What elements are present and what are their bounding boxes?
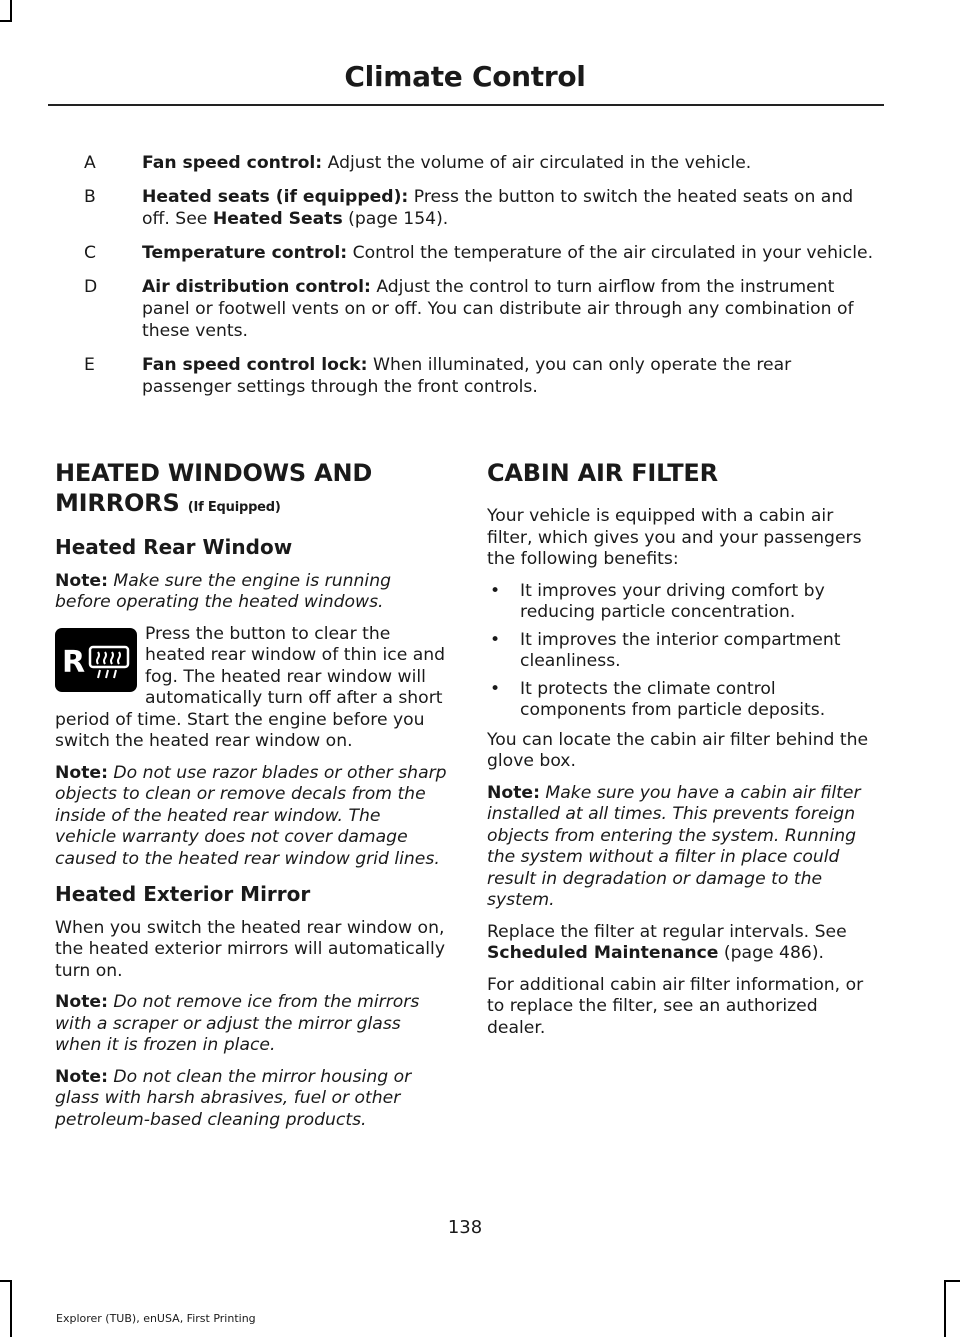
section-heading: CABIN AIR FILTER xyxy=(487,459,718,487)
section-heading: HEATED WINDOWS AND xyxy=(55,459,373,487)
list-item: • It improves the interior compartment cleanliness. xyxy=(490,629,841,671)
legend-item-b: B Heated seats (if equipped): Press the button to switch the heated seats on and off. See Heated Seats (page 154). xyxy=(84,187,854,229)
legend-item-d: D Air distribution control: Adjust the control to turn airflow from the instrument panel or footwell vents on or off. You can distribute air through any combination of these vents. xyxy=(84,277,854,341)
crop-mark xyxy=(0,20,12,22)
crop-mark xyxy=(10,0,12,22)
crop-mark xyxy=(10,1280,12,1337)
crop-mark xyxy=(944,1280,946,1337)
note: Note: Make sure the engine is running before operating the heated windows. xyxy=(55,570,391,612)
paragraph: Your vehicle is equipped with a cabin air filter, which gives you and your passengers the following benefits: xyxy=(487,506,862,569)
control-legend xyxy=(84,152,880,410)
right-column xyxy=(487,458,881,1049)
left-column xyxy=(55,458,447,1141)
paragraph: Replace the filter at regular intervals. See Scheduled Maintenance (page 486). xyxy=(487,921,847,963)
note: Note: Do not use razor blades or other sharp objects to clean or remove decals from the inside of the heated rear window. The vehicle warranty does not cover damage caused to the heated rear window grid lines. xyxy=(55,762,447,869)
list-item: • It protects the climate control components from particle deposits. xyxy=(490,678,826,720)
crop-mark xyxy=(944,1280,960,1282)
heated-seats-link[interactable]: Heated Seats xyxy=(212,209,343,229)
subheading: Heated Rear Window xyxy=(55,535,293,559)
page-title: Climate Control xyxy=(344,60,586,93)
section-heading: MIRRORS (If Equipped) xyxy=(55,489,281,517)
crop-mark xyxy=(0,1280,12,1282)
legend-item-a: A Fan speed control: Adjust the volume of air circulated in the vehicle. xyxy=(84,153,752,173)
footer: Explorer (TUB), enUSA, First Printing xyxy=(56,1312,256,1325)
note: Note: Make sure you have a cabin air filter installed at all times. This prevents foreign objects from entering the system. Running the system without a filter in place could result in degradation or damage to the system. xyxy=(487,782,861,910)
benefit-list xyxy=(487,581,881,722)
paragraph: For additional cabin air filter information, or to replace the filter, see an authorized dealer. xyxy=(487,974,864,1038)
note: Note: Do not clean the mirror housing or glass with harsh abrasives, fuel or other petroleum-based cleaning products. xyxy=(55,1066,412,1130)
header-divider xyxy=(48,104,884,106)
rear-defrost-icon xyxy=(55,628,137,692)
legend-item-c: C Temperature control: Control the temperature of the air circulated in your vehicle. xyxy=(84,243,874,263)
page-number: 138 xyxy=(447,1217,483,1238)
paragraph: You can locate the cabin air filter behind the glove box. xyxy=(487,729,869,771)
note: Note: Do not remove ice from the mirrors with a scraper or adjust the mirror glass when it is frozen in place. xyxy=(55,992,420,1055)
scheduled-maintenance-link[interactable]: Scheduled Maintenance xyxy=(487,943,719,963)
list-item: • It improves your driving comfort by reducing particle concentration. xyxy=(490,580,825,622)
legend-item-e: E Fan speed control lock: When illuminated, you can only operate the rear passenger settings through the front controls. xyxy=(84,355,792,397)
subheading: Heated Exterior Mirror xyxy=(55,882,311,906)
svg-text:R: R xyxy=(62,644,86,680)
paragraph: When you switch the heated rear window on, the heated exterior mirrors will automatically turn on. xyxy=(55,917,445,981)
paragraph: R Press the button to clear the heated rear window of thin ice and fog. The heated rear window will automatically turn off after a short period of time. Start the engine before you switch the heated rear window on. xyxy=(55,623,446,751)
